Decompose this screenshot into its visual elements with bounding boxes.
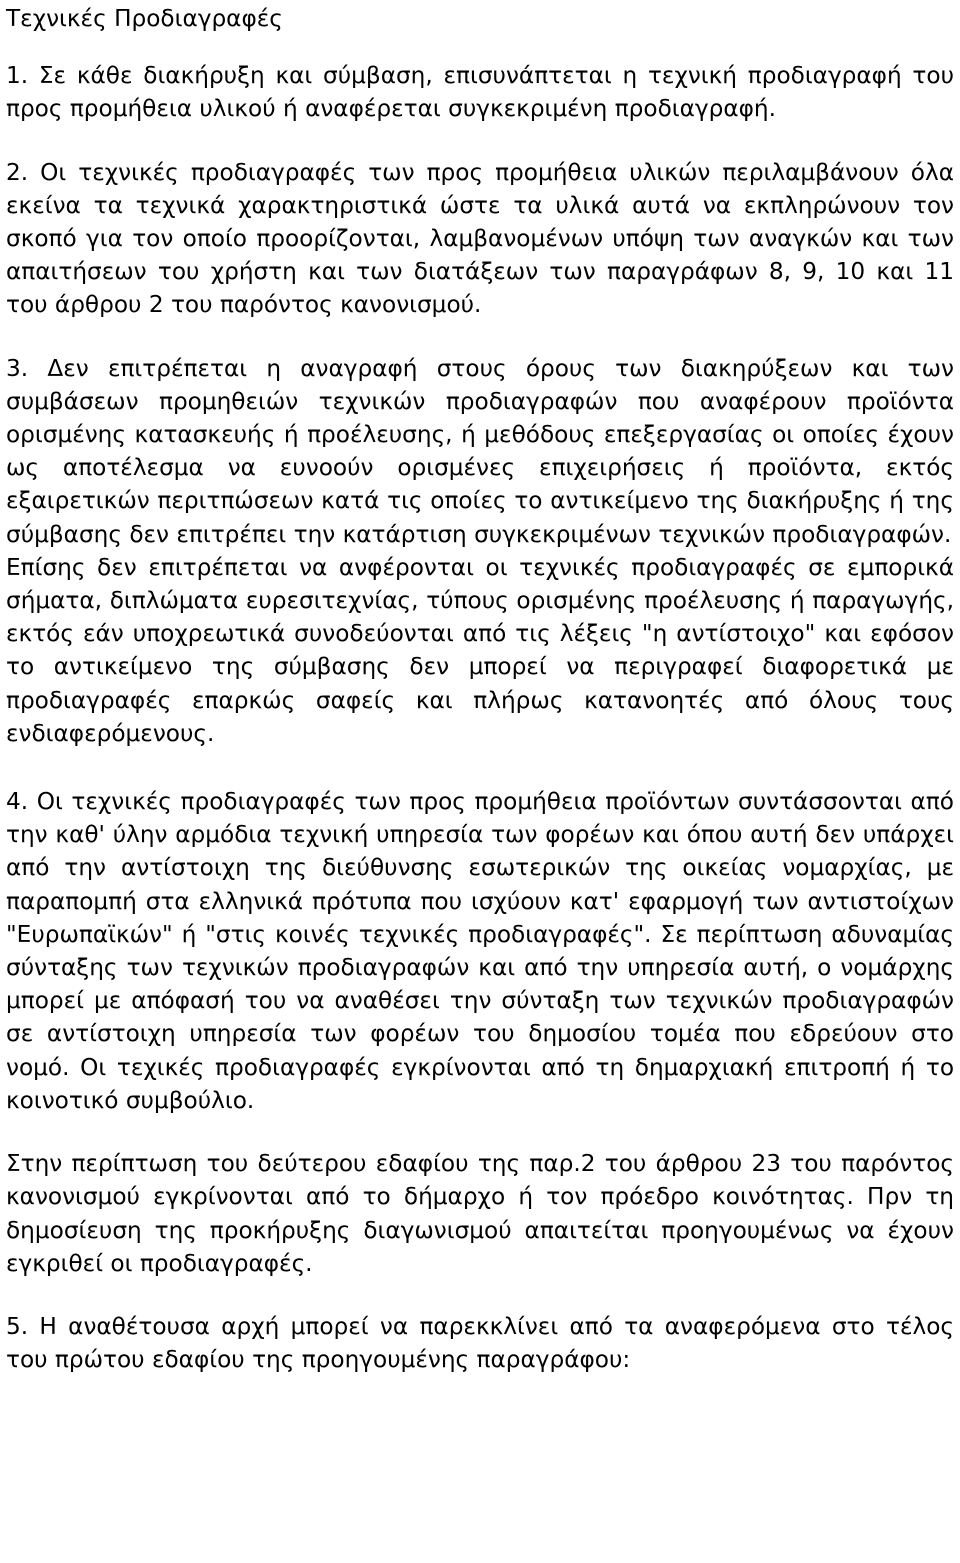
paragraph-4: 4. Οι τεχνικές προδιαγραφές των προς προμήθεια προϊόντων συντάσσονται από την καθ' ύλην αρμόδια τεχνική υπηρεσία των φορέων και όπου αυτή δεν υπάρχει από την αντίστοιχη της διεύθυνσης εσωτερικών της οικείας νομαρχίας, με παραπομπή στα ελληνικά πρότυπα που ισχύουν κατ' εφαρμογή των αντιστοίχων "Ευρωπαϊκών" ή "στις κοινές τεχνικές προδιαγραφές". Σε περίπτωση αδυναμίας σύνταξης των τεχνικών προδιαγραφών και από την υπηρεσία αυτή, ο νομάρχης μπορεί με απόφασή του να αναθέσει την σύνταξη των τεχνικών προδιαγραφών σε αντίστοιχη υπηρεσία των φορέων του δημοσίου τομέα που εδρεύουν στο νομό. Οι τεχικές προδιαγραφές εγκρίνονται από τη δημαρχιακή επιτροπή ή το κοινοτικό συμβούλιο. — [6, 788, 954, 1114]
paragraph-4-continuation: Στην περίπτωση του δεύτερου εδαφίου της παρ.2 του άρθρου 23 του παρόντος κανονισμού εγκρίνονται από το δήμαρχο ή τον πρόεδρο κοινότητας. Πρν τη δημοσίευση της προκήρυξης διαγωνισμού απαιτείται προηγουμένως να έχουν εγκριθεί οι προδιαγραφές. — [6, 1150, 954, 1277]
document-body — [6, 0, 954, 1376]
paragraph-5: 5. Η αναθέτουσα αρχή μπορεί να παρεκκλίνει από τα αναφερόμενα στο τέλος του πρώτου εδαφίου της προηγουμένης παραγράφου: — [6, 1312, 954, 1374]
paragraph-3: 3. Δεν επιτρέπεται η αναγραφή στους όρους των διακηρύξεων και των συμβάσεων προμηθειών τεχνικών προδιαγραφών που αναφέρουν προϊόντα ορισμένης κατασκευής ή προέλευσης, ή μεθόδους επεξεργασίας οι οποίες έχουν ως αποτέλεσμα να ευνοούν ορισμένες επιχειρήσεις ή προϊόντα, εκτός εξαιρετικών περιτπώσεων κατά τις οποίες το αντικείμενο της διακήρυξης ή της σύμβασης δεν επιτρέπει την κατάρτιση συγκεκριμένων τεχνικών προδιαγραφών. — [6, 354, 954, 548]
document-title: Τεχνικές Προδιαγραφές — [6, 5, 283, 32]
paragraph-1: 1. Σε κάθε διακήρυξη και σύμβαση, επισυνάπτεται η τεχνική προδιαγραφή του προς προμήθεια υλικού ή αναφέρεται συγκεκριμένη προδιαγραφή. — [6, 62, 954, 123]
paragraph-2: 2. Οι τεχνικές προδιαγραφές των προς προμήθεια υλικών περιλαμβάνουν όλα εκείνα τα τεχνικά χαρακτηριστικά ώστε τα υλικά αυτά να εκπληρώνουν τον σκοπό για τον οποίο προορίζονται, λαμβανομένων υπόψη των αναγκών και των απαιτήσεων του χρήστη και των διατάξεων των παραγράφων 8, 9, 10 και 11 του άρθρου 2 του παρόντος κανονισμού. — [6, 158, 954, 319]
paragraph-3-continuation: Επίσης δεν επιτρέπεται να ανφέρονται οι τεχνικές προδιαγραφές σε εμπορικά σήματα, διπλώματα ευρεσιτεχνίας, τύπους ορισμένης προέλευσης ή παραγωγής, εκτός εάν υποχρεωτικά συνοδεύονται από τις λέξεις "η αντίστοιχο" και εφόσον το αντικείμενο της σύμβασης δεν μπορεί να περιγραφεί διαφορετικά με προδιαγραφές επαρκώς σαφείς και πλήρως κατανοητές από όλους τους ενδιαφερόμενους. — [6, 553, 954, 747]
